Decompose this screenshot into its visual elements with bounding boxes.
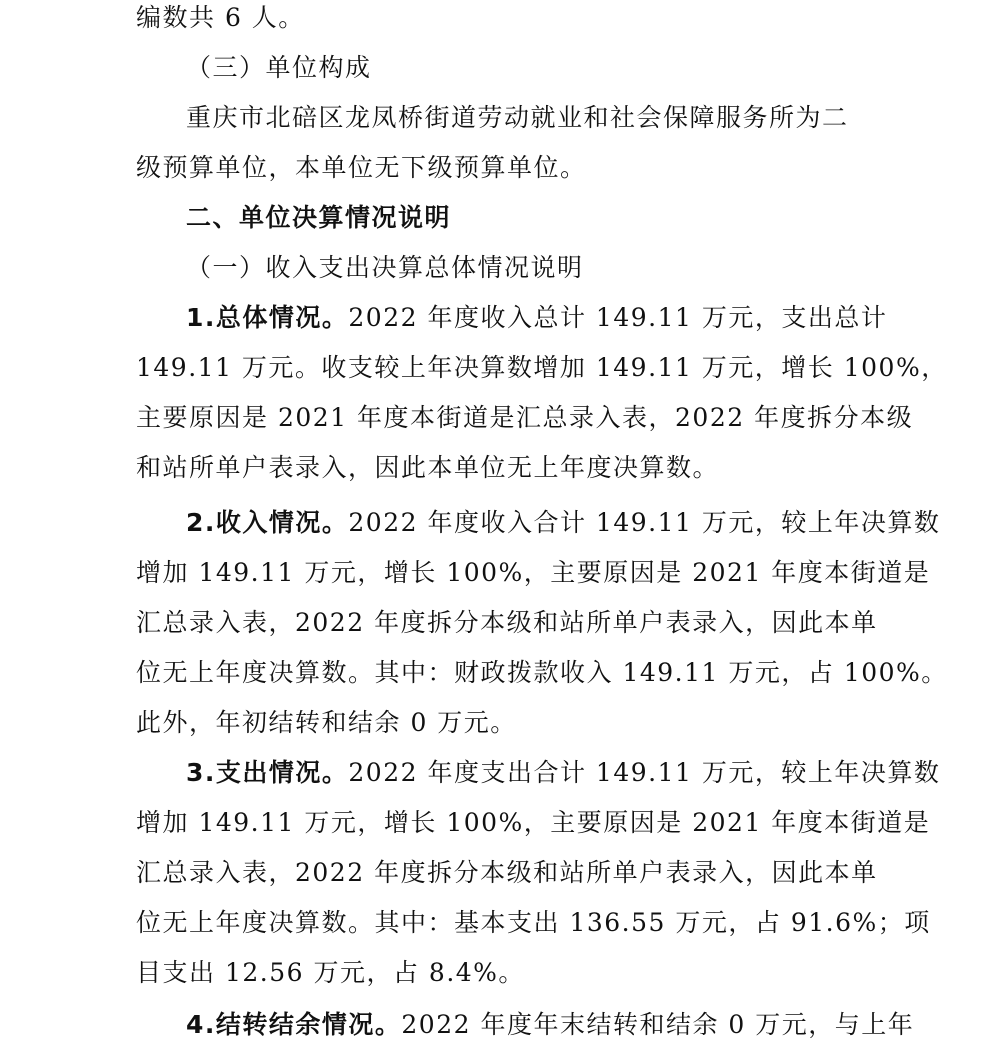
subsection-heading-income-expense: （一）收入支出决算总体情况说明 [186,253,584,282]
body-line-12: 增加 149.11 万元，增长 100%，主要原因是 2021 年度本街道是 [136,558,931,587]
section-heading-unit-composition: （三）单位构成 [186,53,372,82]
body-line-1: 编数共 6 人。 [136,3,305,32]
body-line-18: 汇总录入表，2022 年度拆分本级和站所单户表录入，因此本单 [136,858,878,887]
paragraph-expense-start: 3.支出情况。2022 年度支出合计 149.11 万元，较上年决算数 [186,758,941,787]
body-line-3: 重庆市北碚区龙凤桥街道劳动就业和社会保障服务所为二 [186,103,849,132]
paragraph-income-start: 2.收入情况。2022 年度收入合计 149.11 万元，较上年决算数 [186,508,941,537]
section-heading-final-accounts: 二、单位决算情况说明 [186,203,452,232]
paragraph-label-income: 2.收入情况。 [186,508,349,537]
paragraph-label-overall: 1.总体情况。 [186,303,349,332]
body-line-14: 位无上年度决算数。其中：财政拨款收入 149.11 万元，占 100%。 [136,658,948,687]
body-line-15: 此外，年初结转和结余 0 万元。 [136,708,517,737]
paragraph-carryover-start: 4.结转结余情况。2022 年度年末结转和结余 0 万元，与上年 [186,1010,915,1039]
body-line-10: 和站所单户表录入，因此本单位无上年度决算数。 [136,453,720,482]
body-line-13: 汇总录入表，2022 年度拆分本级和站所单户表录入，因此本单 [136,608,878,637]
paragraph-label-carryover: 4.结转结余情况。 [186,1010,402,1039]
body-line-17: 增加 149.11 万元，增长 100%，主要原因是 2021 年度本街道是 [136,808,931,837]
paragraph-label-expense: 3.支出情况。 [186,758,349,787]
body-line-9: 主要原因是 2021 年度本街道是汇总录入表，2022 年度拆分本级 [136,403,914,432]
body-line-19: 位无上年度决算数。其中：基本支出 136.55 万元，占 91.6%；项 [136,908,931,937]
body-line-8: 149.11 万元。收支较上年决算数增加 149.11 万元，增长 100%， [136,353,948,382]
paragraph-overall-start: 1.总体情况。2022 年度收入总计 149.11 万元，支出总计 [186,303,888,332]
body-line-4: 级预算单位，本单位无下级预算单位。 [136,153,587,182]
body-line-20: 目支出 12.56 万元，占 8.4%。 [136,958,525,987]
